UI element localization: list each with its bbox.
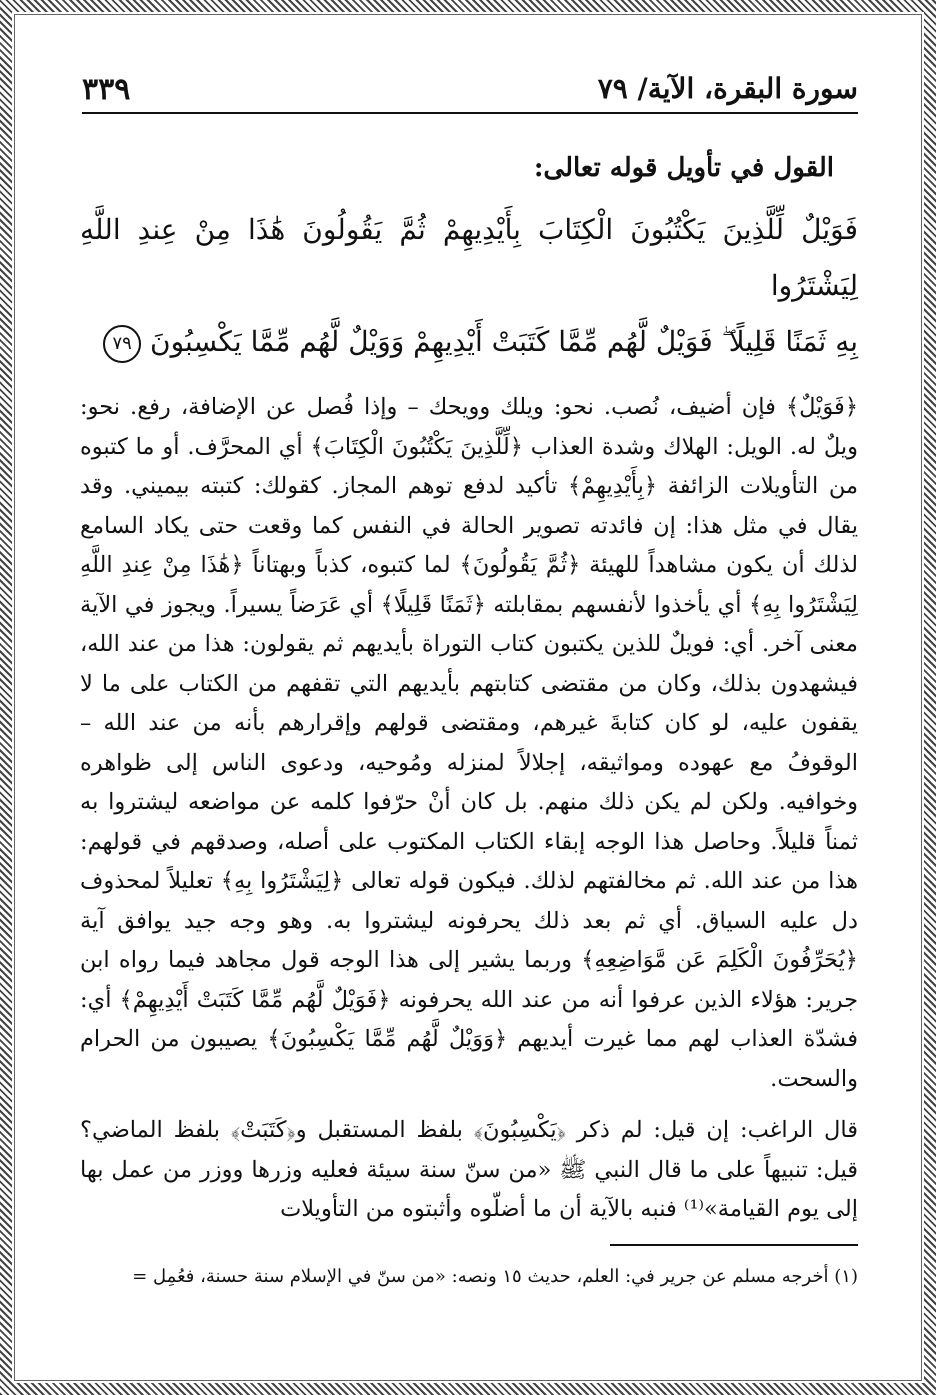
verse-line-2 (80, 314, 858, 370)
quran-verse-block (80, 202, 858, 370)
page-number: ٣٣٩ (82, 72, 131, 107)
verse-line-2-text: بِهِ ثَمَنًا قَلِيلًا ۖ فَوَيْلٌ لَّهُم مِّمَّا كَتَبَتْ أَيْدِيهِمْ وَوَيْلٌ لَّهُم مِّمَّا يَكْسِبُونَ (150, 325, 858, 358)
paragraph-spacer (80, 1099, 858, 1111)
page-body (80, 140, 858, 1230)
commentary-paragraph-1: ﴿فَوَيْلٌ﴾ فإن أضيف، نُصب. نحو: ويلك وويحك – وإذا فُصل عن الإضافة، رفع. نحو: ويلٌ له. الويل: الهلاك وشدة العذاب ﴿لِّلَّذِينَ يَكْتُبُونَ الْكِتَابَ﴾ أي المحرَّف. أو ما كتبوه من التأويلات الزائفة ﴿بِأَيْدِيهِمْ﴾ تأكيد لدفع توهم المجاز. كقولك: كتبته بيميني. وقد يقال في مثل هذا: إن فائدته تصوير الحالة في النفس كما وقعت حتى يكاد السامع لذلك أن يكون مشاهداً للهيئة ﴿ثُمَّ يَقُولُونَ﴾ لما كتبوه، كذباً وبهتاناً ﴿هَٰذَا مِنْ عِندِ اللَّهِ لِيَشْتَرُوا بِهِ﴾ أي يأخذوا لأنفسهم بمقابلته ﴿ثَمَنًا قَلِيلًا﴾ أي عَرَضاً يسيراً. ويجوز في الآية معنى آخر. أي: فويلٌ للذين يكتبون كتاب التوراة بأيديهم ثم يقولون: هذا من عند الله، فيشهدون بذلك، وكان من مقتضى كتابتهم بأيديهم التي تقفهم من الكتاب على ما لا يقفون عليه، لو كان كتابةَ غيرهم، ومقتضى قولهم وإقرارهم بأنه من عند الله – الوقوفُ مع عهوده ومواثيقه، إجلالاً لمنزله ومُوحيه، ودعوى الناس إلى ظواهره وخوافيه. ولكن لم يكن ذلك منهم. بل كان أنْ حرّفوا كلمه عن مواضعه ليشتروا به ثمناً قليلاً. وحاصل هذا الوجه إبقاء الكتاب المكتوب على أصله، وصدقهم في قولهم: هذا من عند الله. ثم مخالفتهم لذلك. فيكون قوله تعالى ﴿لِيَشْتَرُوا بِهِ﴾ تعليلاً لمحذوف دل عليه السياق. أي ثم بعد ذلك يحرفونه ليشتروا به. وهو وجه جيد يوافق آية ﴿يُحَرِّفُونَ الْكَلِمَ عَن مَّوَاضِعِهِ﴾ وربما يشير إلى هذا الوجه قول مجاهد فيما رواه ابن جرير: هؤلاء الذين عرفوا أنه من عند الله يحرفونه ﴿فَوَيْلٌ لَّهُم مِّمَّا كَتَبَتْ أَيْدِيهِمْ﴾ أي: فشدّة العذاب لهم مما غيرت أيديهم ﴿وَوَيْلٌ لَّهُم مِّمَّا يَكْسِبُونَ﴾ يصيبون من الحرام والسحت. (80, 394, 858, 1092)
page-header (82, 68, 858, 114)
footnote-separator (610, 1244, 858, 1246)
section-heading: القول في تأويل قوله تعالى: (533, 153, 834, 183)
footnote: (١) أخرجه مسلم عن جرير في: العلم، حديث ١٥ ونصه: «من سنّ في الإسلام سنة حسنة، فعُمِل = (132, 1266, 858, 1287)
verse-number-marker: ٧٩ (103, 325, 141, 363)
verse-line-1: فَوَيْلٌ لِّلَّذِينَ يَكْتُبُونَ الْكِتَابَ بِأَيْدِيهِمْ ثُمَّ يَقُولُونَ هَٰذَا مِنْ عِندِ اللَّهِ لِيَشْتَرُوا (80, 213, 858, 302)
running-title: سورة البقرة، الآية/ ٧٩ (597, 72, 858, 105)
commentary-paragraph-2: قال الراغب: إن قيل: لم ذكر ﴿يَكْسِبُونَ﴾ بلفظ المستقبل و﴿كَتَبَتْ﴾ بلفظ الماضي؟ قيل: تنبيهاً على ما قال النبي ﷺ «من سنّ سنة سيئة فعليه وزرها ووزر من عمل بها إلى يوم القيامة»⁽¹⁾ فنبه بالآية أن ما أضلّوه وأثبتوه من التأويلات (80, 1117, 858, 1222)
